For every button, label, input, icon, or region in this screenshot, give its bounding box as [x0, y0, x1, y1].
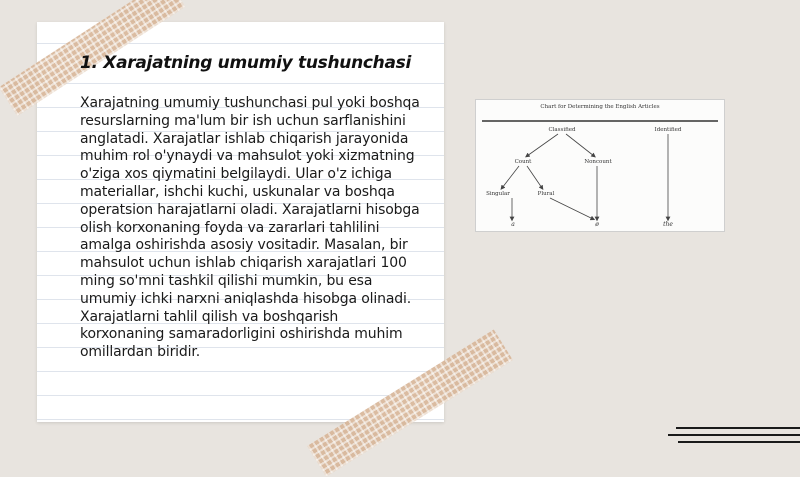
decorative-line-2 — [668, 434, 800, 436]
node-singular: Singular — [486, 191, 510, 197]
article-chart-diagram — [476, 100, 724, 231]
edge-count-singular — [502, 166, 519, 188]
node-count: Count — [514, 159, 532, 165]
slide-body-text: Xarajatning umumiy tushunchasi pul yoki boshqa resurslarning ma'lum bir ish uchun sarflanishini anglatadi. Xarajatlar ishlab chiqarish jarayonida muhim rol o'ynaydi va mahsulot yoki xizmatning o'ziga xos qiymatini belgilaydi. Ular o'z ichiga materiallar, ishchi kuchi, uskunalar va boshqa operatsion harajatlarni oladi. Xarajatlarni hisobga olish korxonaning foyda va zararlari tahlilini amalga oshirishda asosiy vositadir. Masalan, bir mahsulot uchun ishlab chiqarish xarajatlari 100 ming so'mni tashkil qilishi mumkin, bu esa umumiy ichki narxni aniqlashda hisobga olinadi. Xarajatlarni tahlil qilish va boshqarish korxonaning samaradorligini oshirishda muhim omillardan biridir. — [80, 95, 420, 361]
edge-count-plural — [527, 166, 542, 188]
node-identified: Identified — [654, 127, 682, 133]
node-noncount: Noncount — [584, 159, 612, 165]
slide-heading: 1. Xarajatning umumiy tushunchasi — [80, 53, 411, 73]
node-plural: Plural — [537, 191, 555, 197]
article-chart-image — [475, 99, 725, 232]
node-article-zero: ø — [595, 221, 599, 228]
node-article-the: the — [663, 221, 673, 228]
diagram-title: Chart for Determining the English Articles — [540, 104, 660, 110]
decorative-line-1 — [676, 427, 800, 429]
edge-plural-zero — [550, 198, 593, 219]
edge-classified-noncount — [566, 134, 594, 156]
node-classified: Classified — [548, 127, 576, 133]
decorative-line-3 — [678, 441, 800, 443]
edge-classified-count — [527, 134, 558, 156]
node-article-a: a — [511, 221, 515, 228]
